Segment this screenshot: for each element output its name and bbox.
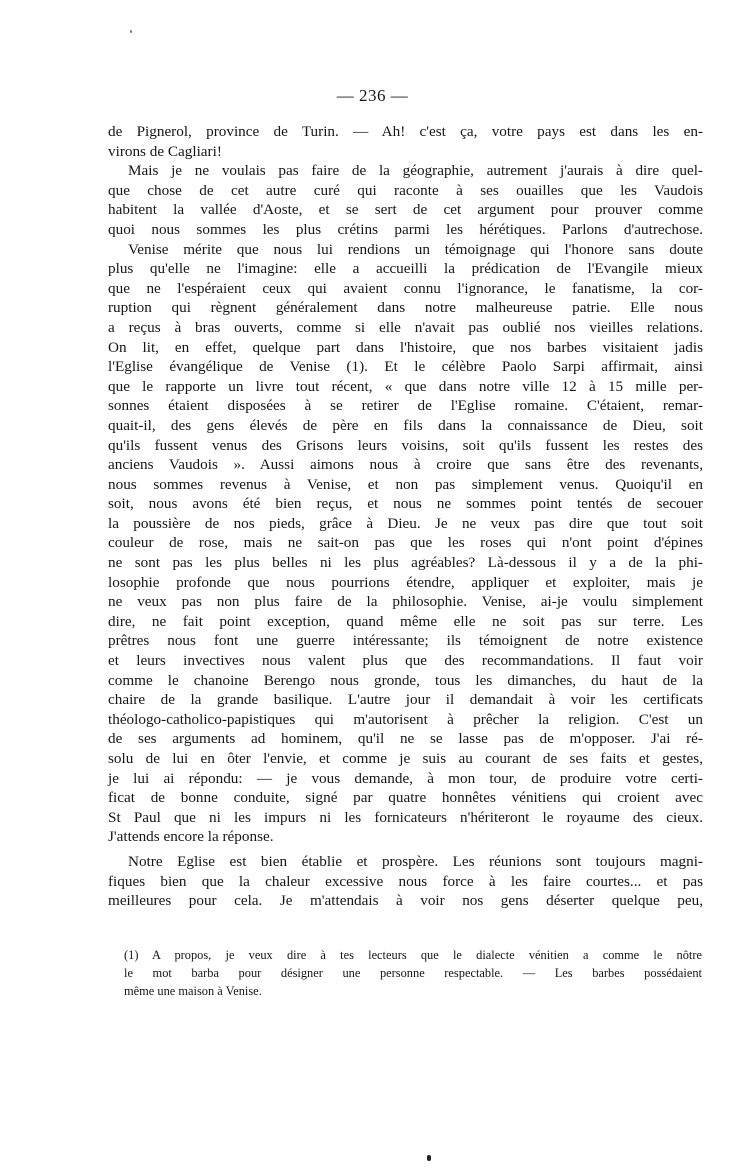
text-line: que ne l'espéraient ceux qui avaient connu l'ignorance, le fanatisme, la cor- <box>108 279 703 297</box>
text-line: que chose de cet autre curé qui raconte à ses ouailles que les Vaudois <box>108 181 703 199</box>
text-line: St Paul que ni les impurs ni les fornicateurs n'hériteront le royaume des cieux. <box>108 808 703 826</box>
text-line: Notre Eglise est bien établie et prospère. Les réunions sont toujours magni- <box>128 852 703 870</box>
footnote-line: même une maison à Venise. <box>124 984 262 998</box>
text-line: chaire de la grande basilique. L'autre jour il demandait à voir les certificats <box>108 691 703 709</box>
text-line: solu de lui en ôter l'envie, et comme je suis au courant de ses faits et gestes, <box>108 750 703 767</box>
text-line: anciens Vaudois ». Aussi aimons nous à croire que sans être des revenants, <box>108 456 703 474</box>
text-line: que le rapporte un livre tout récent, « que dans notre ville 12 à 15 mille per- <box>108 377 703 395</box>
text-line: meilleures pour cela. Je m'attendais à voir nos gens déserter quelque peu, <box>108 892 703 910</box>
text-line: ficat de bonne conduite, signé par quatre honnêtes vénitiens qui croient avec <box>108 789 703 807</box>
text-line: l'Eglise évangélique de Venise (1). Et le célèbre Paolo Sarpi affirmait, ainsi <box>108 358 703 376</box>
text-line: nous sommes revenus à Venise, et non pas simplement venus. Quoiqu'il en <box>108 475 703 493</box>
text-line: je lui ai répondu: — je vous demande, à mon tour, de produire votre certi- <box>108 769 703 787</box>
page-speck <box>130 30 132 33</box>
text-line: de Pignerol, province de Turin. — Ah! c'est ça, votre pays est dans les en- <box>108 123 703 140</box>
text-line: On lit, en effet, quelque part dans l'histoire, que nos barbes visitaient jadis <box>108 338 703 356</box>
text-line: la poussière de nos pieds, grâce à Dieu. Je ne veux pas dire que tout soit <box>108 514 703 532</box>
text-line: sonnes étaient disposées à se retirer de l'Eglise romaine. C'étaient, remar- <box>108 397 703 415</box>
text-line: dire, ne fait point exception, quand même elle ne soit pas sur terre. Les <box>108 612 703 630</box>
text-line: théologo-catholico-papistiques qui m'autorisent à prêcher la religion. C'est un <box>108 710 703 728</box>
body-text <box>108 122 703 911</box>
text-line: habitent la vallée d'Aoste, et se sert de cet argument pour prouver comme <box>108 201 703 219</box>
text-line: J'attends encore la réponse. <box>108 828 274 846</box>
text-line: couleur de rose, mais ne sait-on pas que les roses qui n'ont point d'épines <box>108 534 703 552</box>
text-line: de ses arguments ad hominem, qu'il ne se lasse pas de m'opposer. J'ai ré- <box>108 730 703 748</box>
text-line: losophie profonde que nous pourrions étendre, appliquer et exploiter, mais je <box>108 573 703 591</box>
text-line: Mais je ne voulais pas faire de la géographie, autrement j'aurais à dire quel- <box>128 162 703 180</box>
text-line: ne sont pas les plus belles ni les plus agréables? Là-dessous il y a de la phi- <box>108 554 703 572</box>
text-line: prêtres nous font une guerre intéressante; ils témoignent de notre existence <box>108 632 703 650</box>
text-line: virons de Cagliari! <box>108 142 222 160</box>
text-line: comme le chanoine Berengo nous gronde, tous les dimanches, du haut de la <box>108 671 703 689</box>
text-line: fiques bien que la chaleur excessive nous force à les faire courtes... et pas <box>108 872 703 890</box>
text-line: a reçus à bras ouverts, comme si elle n'avait pas oublié nos vieilles relations. <box>108 318 703 336</box>
text-line: plus qu'elle ne l'imagine: elle a accueilli la prédication de l'Evangile mieux <box>108 260 703 278</box>
text-line: ruption qui règnent généralement dans notre malheureuse patrie. Elle nous <box>108 299 703 317</box>
text-line: soit, nous avons été bien reçus, et nous ne sommes point tentés de secouer <box>108 495 703 513</box>
footnote-line: le mot barba pour désigner une personne respectable. — Les barbes possédaient <box>124 966 702 980</box>
page-number: — 236 — <box>336 86 409 105</box>
footnote-line: (1) A propos, je veux dire à tes lecteurs que le dialecte vénitien a comme le nôtre <box>124 948 702 962</box>
text-line: et leurs invectives nous valent plus que des recommandations. Il faut voir <box>108 652 703 670</box>
text-line: Venise mérite que nous lui rendions un témoignage qui l'honore sans doute <box>128 240 703 258</box>
text-line: ne veux pas non plus faire de la philosophie. Venise, ai-je voulu simplement <box>108 593 703 611</box>
text-line: quoi nous sommes les plus crétins parmi les hérétiques. Parlons d'autrechose. <box>108 220 703 238</box>
ink-speck <box>427 1155 431 1161</box>
text-line: quait-il, des gens élevés de père en fils dans la connaissance de Dieu, soit <box>108 416 703 434</box>
footnotes <box>124 946 702 1000</box>
text-line: qu'ils fussent venus des Grisons leurs voisins, soit qu'ils fussent les restes des <box>108 436 703 454</box>
